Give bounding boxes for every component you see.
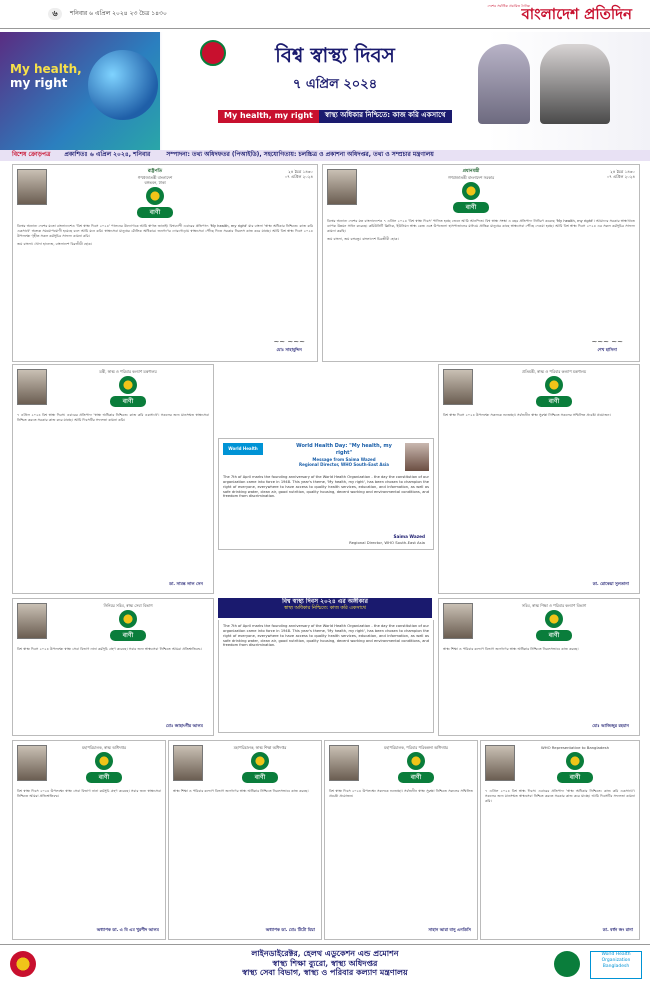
- secretary2-name: মোঃ আজিজুর রহমান: [592, 723, 629, 729]
- pm-header: প্রধানমন্ত্রী: [462, 169, 480, 174]
- banner-artwork: [0, 32, 160, 150]
- bani-label: বাণী: [398, 772, 434, 783]
- dg3-role: মহাপরিচালক, পরিবার পরিকল্পনা অধিদপ্তর: [384, 745, 448, 750]
- secretary-name: মোঃ জাহাংগীর আলম: [165, 723, 203, 729]
- who-sign: Saima Wazed: [393, 534, 425, 540]
- pm-closing: জয় বাংলা, জয় বঙ্গবন্ধু। বাংলাদেশ চিরজীবী হোক।: [327, 236, 399, 241]
- emblem-icon: [119, 376, 137, 394]
- pm-message: [322, 164, 640, 362]
- footer-text: [220, 949, 430, 978]
- emblem-icon: [251, 752, 269, 770]
- pm-subheader: গণপ্রজাতন্ত্রী বাংলাদেশ সরকার: [447, 175, 495, 181]
- bani-label: বাণী: [536, 630, 572, 641]
- emblem-icon: [545, 610, 563, 628]
- emblem-icon: [119, 610, 137, 628]
- bani-label: বাণী: [453, 202, 489, 213]
- secretary-body: বিশ্ব স্বাস্থ্য দিবস ২০২৪ উপলক্ষ্যে স্বাস্থ্য সেবা বিভাগ নানা কর্মসূচি গ্রহণ করেছে। সবার জন্য স্বাস্থ্যসেবা নিশ্চিতে আমরা প্রতিশ্রুতিবদ্ধ।: [17, 647, 202, 652]
- dg2-role: মহাপরিচালক, স্বাস্থ্য শিক্ষা অধিদপ্তর: [233, 745, 287, 750]
- pm-body: বিশ্বের অন্যান্য দেশের মত বাংলাদেশেও ৭ এপ্রিল ২০২৪ 'বিশ্ব স্বাস্থ্য দিবস' পালিত হচ্ছে জেনে আমি আনন্দিত। বিশ্ব স্বাস্থ্য সংস্থা এ বছর প্রতিপাদ্য নির্ধারণ করেছে 'My health, my right'। আমাদের সরকার স্বাস্থ্যখাতে ব্যাপক উন্নয়ন সাধন করেছে। কমিউনিটি ক্লিনিক, ইউনিয়ন স্বাস্থ্য কেন্দ্র এবং উপজেলা হাসপাতালের মাধ্যমে প্রান্তিক মানুষের কাছে স্বাস্থ্যসেবা পৌঁছে দেওয়া হচ্ছে। আমি বিশ্ব স্বাস্থ্য দিবস ২০২৪ এর সকল কর্মসূচির সাফল্য কামনা করছি।: [327, 219, 635, 233]
- ribbon-published: প্রকাশিতঃ ৬ এপ্রিল ২০২৪, শনিবার: [64, 151, 151, 159]
- who-rep-photo: [485, 745, 515, 781]
- paper-name: বাংলাদেশ প্রতিদিন: [521, 5, 632, 23]
- emblem-icon: [95, 752, 113, 770]
- dg-photo: [17, 745, 47, 781]
- slogan-line2: my right: [10, 76, 68, 91]
- footer-line1: লাইনডাইরেক্টর, হেলথ এডুকেশন এন্ড প্রমোশন: [251, 948, 399, 958]
- bani-label: বাণী: [557, 772, 593, 783]
- pledge-text: [218, 620, 434, 733]
- dg3-body: বিশ্ব স্বাস্থ্য দিবস ২০২৪ উপলক্ষ্যে সকলকে শুভেচ্ছা। সর্বজনীন স্বাস্থ্য সুরক্ষা নিশ্চিতে সকলের সম্মিলিত প্রচেষ্টা প্রয়োজন।: [329, 789, 473, 798]
- state-minister-name: ডা. রোকেয়া সুলতানা: [592, 581, 629, 587]
- bani-label: বাণী: [86, 772, 122, 783]
- pm-date-en: ০৭ এপ্রিল ২০২৪: [606, 174, 635, 180]
- who-subtitle2: Regional Director, WHO South-East Asia: [299, 461, 389, 467]
- secretary2-role: সচিব, স্বাস্থ্য শিক্ষা ও পরিবার কল্যাণ বিভাগ: [521, 603, 587, 608]
- who-rep-body: ৭ এপ্রিল ২০২৪ বিশ্ব স্বাস্থ্য দিবস। এবারের প্রতিপাদ্য 'স্বাস্থ্য অধিকার নিশ্চিতে: কাজ করি একসাথে'। সকলের জন্য মানসম্মত স্বাস্থ্যসেবা নিশ্চিত করতে সরকার কাজ করে যাচ্ছে। আমি দিবসটির সফলতা কামনা করি।: [485, 789, 635, 803]
- pm-portrait: [478, 44, 530, 124]
- pm-date-bn: ২৪ চৈত্র ১৪৩০: [610, 169, 635, 174]
- president-closing: জয় বাংলা। খোদা হাফেজ, বাংলাদেশ চিরজীবী হোক।: [17, 241, 93, 246]
- minister-body: ৭ এপ্রিল ২০২৪ বিশ্ব স্বাস্থ্য দিবস। এবারের প্রতিপাদ্য 'স্বাস্থ্য অধিকার নিশ্চিতে: কাজ করি একসাথে'। সকলের জন্য মানসম্মত স্বাস্থ্যসেবা নিশ্চিত করতে সরকার কাজ করে যাচ্ছে। আমি দিবসটির সফলতা কামনা করি।: [17, 413, 209, 422]
- bani-label: বাণী: [536, 396, 572, 407]
- masthead: [0, 0, 650, 29]
- bani-label: বাণী: [137, 207, 173, 218]
- emblem-icon: [462, 182, 480, 200]
- dg-name: অধ্যাপক ডা. এ বি এম খুরশীদ আলম: [96, 927, 159, 933]
- dg-role: মহাপরিচালক, স্বাস্থ্য অধিদপ্তর: [82, 745, 126, 750]
- top-banner: [0, 32, 650, 150]
- slogan-line1: My health,: [10, 62, 82, 76]
- minister-name: ডা. সামন্ত লাল সেন: [169, 581, 203, 587]
- bani-label: বাণী: [110, 630, 146, 641]
- masthead-date: শনিবার ৬ এপ্রিল ২০২৪ ২৩ চৈত্র ১৪৩০: [70, 9, 167, 17]
- dg3-photo: [329, 745, 359, 781]
- president-name: মোঃ সাহাবুদ্দিন: [276, 347, 302, 353]
- banner-date: ৭ এপ্রিল ২০২৪: [292, 77, 378, 92]
- theme-strip: [218, 110, 452, 123]
- dg-education-message: [168, 740, 322, 940]
- who-representative-message: [480, 740, 640, 940]
- who-title: World Health Day: "My health, my right": [296, 443, 392, 456]
- pm-name: শেখ হাসিনা: [597, 347, 617, 353]
- who-bangladesh-logo: World Health Organization Bangladesh: [590, 951, 642, 979]
- dg-body: বিশ্ব স্বাস্থ্য দিবস ২০২৪ উপলক্ষ্যে স্বাস্থ্য সেবা বিভাগ নানা কর্মসূচি গ্রহণ করেছে। সবার জন্য স্বাস্থ্যসেবা নিশ্চিতে আমরা প্রতিশ্রুতিবদ্ধ।: [17, 789, 161, 798]
- who-message: [218, 438, 434, 550]
- health-logo-icon: [554, 951, 580, 977]
- state-minister-message: [438, 364, 640, 594]
- secretary-photo: [17, 603, 47, 639]
- state-minister-body: বিশ্ব স্বাস্থ্য দিবস ২০২৪ উপলক্ষ্যে সকলকে শুভেচ্ছা। সর্বজনীন স্বাস্থ্য সুরক্ষা নিশ্চিতে সকলের সম্মিলিত প্রচেষ্টা প্রয়োজন।: [443, 413, 611, 418]
- banner-title: বিশ্ব স্বাস্থ্য দিবস: [275, 43, 395, 67]
- president-header: রাষ্ট্রপতি: [147, 169, 163, 174]
- president-message: [12, 164, 318, 362]
- supplement-ribbon: [0, 150, 650, 161]
- president-sub2: বঙ্গভবন, ঢাকা: [144, 180, 166, 186]
- emblem-icon: [545, 376, 563, 394]
- pm-photo: [327, 169, 357, 205]
- father-of-nation-portrait: [540, 44, 610, 124]
- dg3-name: সাহান আরা বানু এনডিসি: [428, 927, 471, 933]
- page-number: ৬: [48, 8, 62, 20]
- president-photo: [17, 169, 47, 205]
- who-rep-role: WHO Representative to Bangladesh: [541, 745, 609, 750]
- who-body: The 7th of April marks the founding anniversary of the World Health Organization - the day the constitution of our organization came into force in 1948. This year's theme, 'My health, my right', has been chosen to champion the right of everyone, everywhere to have access to quality health services, education, and information, as well as safe drinking water, clean air, good nutrition, quality housing, decent working and environmental conditions, and freedom from discrimination.: [223, 475, 429, 499]
- footer: [0, 944, 650, 984]
- globe-icon: [88, 50, 158, 120]
- theme-en: My health, my right: [218, 110, 319, 123]
- secretary-role: সিনিয়র সচিব, স্বাস্থ্য সেবা বিভাগ: [103, 603, 153, 608]
- ribbon-editor: সম্পাদনা: তথ্য অধিদফতর (পিআইডি), সহযোগিতায়: চলচ্চিত্র ও প্রকাশনা অধিদপ্তর, তথ্য ও সম্প্রচার মন্ত্রণালয়: [166, 151, 434, 159]
- emblem-icon: [566, 752, 584, 770]
- state-minister-photo: [443, 369, 473, 405]
- pledge-body: The 7th of April marks the founding anniversary of the World Health Organization - the day the constitution of our organization came into force in 1948. This year's theme, 'My health, my right', has been chosen to champion the right of everyone, everywhere to have access to quality health services, education, and information, as well as safe drinking water, clean air, good nutrition, quality housing, decent working and environmental conditions, and freedom from discrimination.: [223, 624, 429, 648]
- minister-role: মন্ত্রী, স্বাস্থ্য ও পরিবার কল্যাণ মন্ত্রণালয়: [99, 369, 157, 374]
- emblem-icon: [407, 752, 425, 770]
- bani-label: বাণী: [242, 772, 278, 783]
- pledge-title: বিশ্ব স্বাস্থ্য দিবস ২০২৪ এর অঙ্গীকার: [282, 598, 368, 605]
- dg-family-planning-message: [324, 740, 478, 940]
- secretary-education-message: [438, 598, 640, 736]
- dg2-name: অধ্যাপক ডা. মোঃ টিটো মিয়া: [265, 927, 315, 933]
- ribbon-label: বিশেষ ক্রোড়পত্র: [12, 151, 51, 159]
- who-subtitle: Message from Saima Wazed: [312, 456, 376, 462]
- govt-seal-icon: [10, 951, 36, 977]
- president-date-bn: ২৪ চৈত্র ১৪৩০: [288, 169, 313, 174]
- dg2-photo: [173, 745, 203, 781]
- who-sign-role: Regional Director, WHO South-East Asia: [349, 539, 425, 545]
- banner-slogan: [10, 62, 82, 91]
- secretary-health-message: [12, 598, 214, 736]
- who-logo: World Health Organization: [223, 443, 263, 455]
- footer-line3: স্বাস্থ্য সেবা বিভাগ, স্বাস্থ্য ও পরিবার কল্যাণ মন্ত্রণালয়: [242, 967, 408, 978]
- president-subheader: গণপ্রজাতন্ত্রী বাংলাদেশ: [137, 175, 173, 181]
- dg2-body: স্বাস্থ্য শিক্ষা ও পরিবার কল্যাণ বিভাগ জনগণের স্বাস্থ্য অধিকার নিশ্চিতে নিরলসভাবে কাজ করছে।: [173, 789, 309, 794]
- govt-emblem-icon: [200, 40, 226, 66]
- minister-photo: [17, 369, 47, 405]
- pledge-banner: [218, 598, 432, 618]
- emblem-icon: [146, 187, 164, 205]
- who-rep-name: ডা. বর্ধন জং রানা: [602, 927, 633, 933]
- who-rd-photo: [405, 443, 429, 471]
- president-signature: ~~ ~~~: [273, 337, 305, 346]
- who-heading: [289, 443, 399, 467]
- footer-line2: স্বাস্থ্য শিক্ষা ব্যুরো, স্বাস্থ্য অধিদপ্তর: [272, 957, 378, 968]
- minister-message: [12, 364, 214, 594]
- theme-bn: স্বাস্থ্য অধিকার নিশ্চিতে: কাজ করি একসাথে: [319, 110, 452, 123]
- president-date-en: ০৭ এপ্রিল ২০২৪: [284, 174, 313, 180]
- state-minister-role: প্রতিমন্ত্রী, স্বাস্থ্য ও পরিবার কল্যাণ মন্ত্রণালয়: [522, 369, 586, 374]
- president-body: বিশ্বের অন্যান্য দেশের মতো বাংলাদেশেও 'বিশ্ব স্বাস্থ্য দিবস ২০২৪' পালনের উদ্যোগকে আমি স্বাগত জানাই। বিশ্বব্যাপী এবারের প্রতিপাদ্য 'My health, my right' যার বাংলা 'স্বাস্থ্য অধিকার নিশ্চিতে: কাজ করি একসাথে' অত্যন্ত সময়োপযোগী হয়েছে বলে আমি মনে করি। স্বাস্থ্যসেবা মানুষের মৌলিক অধিকার। জনগণের দোরগোড়ায় স্বাস্থ্যসেবা পৌঁছে দিতে সরকার নিরলস কাজ করে যাচ্ছে। আমি বিশ্ব স্বাস্থ্য দিবস ২০২৪ উপলক্ষ্যে গৃহীত সকল কর্মসূচির সাফল্য কামনা করি।: [17, 224, 313, 238]
- paper-tagline: দেশের সর্বাধিক প্রচারিত দৈনিক: [487, 4, 530, 8]
- dg-health-message: [12, 740, 166, 940]
- bani-label: বাণী: [110, 396, 146, 407]
- secretary2-body: স্বাস্থ্য শিক্ষা ও পরিবার কল্যাণ বিভাগ জনগণের স্বাস্থ্য অধিকার নিশ্চিতে নিরলসভাবে কাজ করছে।: [443, 647, 579, 652]
- secretary2-photo: [443, 603, 473, 639]
- pledge-subtitle: স্বাস্থ্য অধিকার নিশ্চিতে: কাজ করি একসাথে: [284, 606, 366, 612]
- pm-signature: ~~~ ~~: [591, 337, 623, 346]
